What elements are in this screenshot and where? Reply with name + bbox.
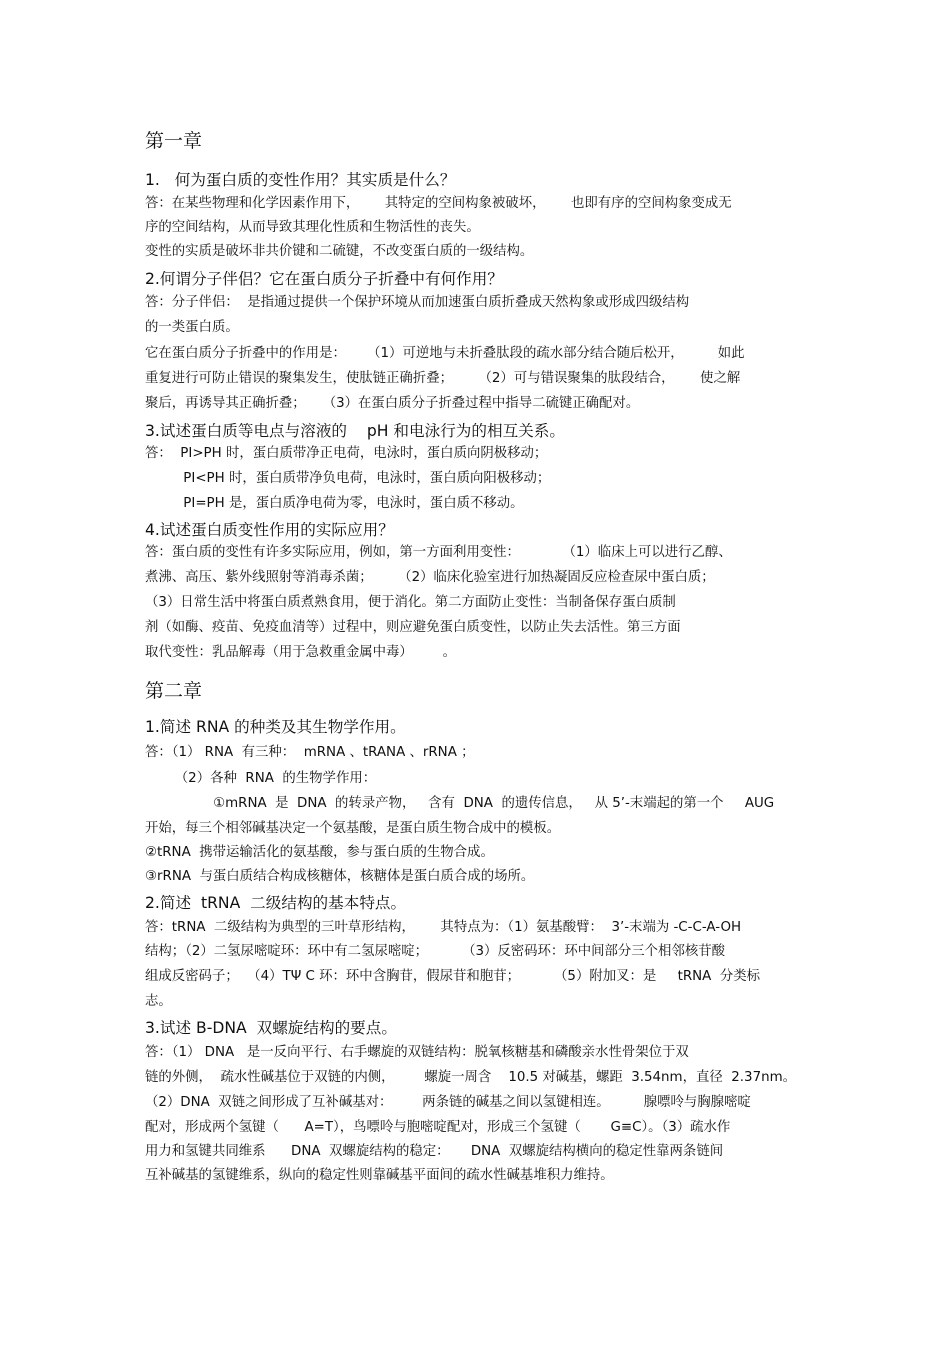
question-title: 2.何谓分子伴侣？它在蛋白质分子折叠中有何作用？ bbox=[145, 270, 503, 288]
answer-line: ①mRNA 是 DNA 的转录产物， 含有 DNA 的遗传信息， 从 5’-末端起的第一个 AUG bbox=[145, 796, 775, 811]
answer-line: 序的空间结构，从而导致其理化性质和生物活性的丧失。 bbox=[145, 220, 480, 235]
answer-line: 它在蛋白质分子折叠中的作用是： （1）可逆地与未折叠肽段的疏水部分结合随后松开， 如此 bbox=[145, 346, 745, 361]
answer-line: 取代变性：乳品解毒（用于急救重金属中毒） 。 bbox=[145, 645, 456, 660]
answer-line: 答：tRNA 二级结构为典型的三叶草形结构， 其特点为：（1）氨基酸臂： 3’-末端为 -C-C-A-OH bbox=[145, 920, 742, 935]
answer-line: ③rRNA 与蛋白质结合构成核糖体，核糖体是蛋白质合成的场所。 bbox=[145, 869, 535, 884]
answer-line: 答：在某些物理和化学因素作用下， 其特定的空间构象被破坏， 也即有序的空间构象变成无 bbox=[145, 196, 732, 211]
answer-line: 互补碱基的氢键维系，纵向的稳定性则靠碱基平面间的疏水性碱基堆积力维持。 bbox=[145, 1168, 614, 1183]
answer-line: 答：（1） RNA 有三种： mRNA 、tRANA 、rRNA ； bbox=[145, 745, 475, 760]
answer-line: （2）DNA 双链之间形成了互补碱基对： 两条链的碱基之间以氢键相连。 腺嘌呤与胸腺嘧啶 bbox=[145, 1095, 751, 1110]
answer-line: （2）各种 RNA 的生物学作用： bbox=[145, 771, 377, 786]
answer-line: 志。 bbox=[145, 994, 172, 1009]
question-title: 3.试述 B-DNA 双螺旋结构的要点。 bbox=[145, 1019, 397, 1037]
answer-line: 结构；（2）二氢尿嘧啶环：环中有二氢尿嘧啶； （3）反密码环：环中间部分三个相邻核苷酸 bbox=[145, 944, 726, 959]
answer-line: 答：分子伴侣： 是指通过提供一个保护环境从而加速蛋白质折叠成天然构象或形成四级结构 bbox=[145, 295, 690, 310]
answer-line: 变性的实质是破坏非共价键和二硫键，不改变蛋白质的一级结构。 bbox=[145, 244, 534, 259]
answer-line: 答：（1） DNA 是一反向平行、右手螺旋的双链结构：脱氧核糖基和磷酸亲水性骨架位于双 bbox=[145, 1045, 689, 1060]
answer-line: 重复进行可防止错误的聚集发生，使肽链正确折叠； （2）可与错误聚集的肽段结合， 使之解 bbox=[145, 371, 741, 386]
answer-line: 答： PI>PH 时，蛋白质带净正电荷，电泳时，蛋白质向阴极移动； bbox=[145, 446, 548, 461]
answer-line: PI<PH 时，蛋白质带净负电荷，电泳时，蛋白质向阳极移动； bbox=[145, 471, 551, 486]
question-title: 1.简述 RNA 的种类及其生物学作用。 bbox=[145, 718, 406, 736]
answer-line: 配对，形成两个氢键（ A=T），鸟嘌呤与胞嘧啶配对，形成三个氢键（ G≡C）。（3）疏水作 bbox=[145, 1120, 731, 1135]
answer-line: 答：蛋白质的变性有许多实际应用，例如，第一方面利用变性： （1）临床上可以进行乙醇、 bbox=[145, 545, 732, 560]
answer-line: 煮沸、高压、紫外线照射等消毒杀菌； （2）临床化验室进行加热凝固反应检查尿中蛋白质； bbox=[145, 570, 715, 585]
answer-line: 的一类蛋白质。 bbox=[145, 320, 239, 335]
chapter-title: 第一章 bbox=[145, 130, 203, 152]
answer-line: 剂（如酶、疫苗、免疫血清等）过程中，则应避免蛋白质变性，以防止失去活性。第三方面 bbox=[145, 620, 681, 635]
question-title: 1. 何为蛋白质的变性作用？其实质是什么？ bbox=[145, 171, 456, 189]
question-title: 2.简述 tRNA 二级结构的基本特点。 bbox=[145, 894, 407, 912]
answer-line: （3）日常生活中将蛋白质煮熟食用，便于消化。第二方面防止变性：当制备保存蛋白质制 bbox=[145, 595, 676, 610]
answer-line: ②tRNA 携带运输活化的氨基酸，参与蛋白质的生物合成。 bbox=[145, 845, 494, 860]
question-title: 4.试述蛋白质变性作用的实际应用？ bbox=[145, 521, 394, 539]
question-title: 3.试述蛋白质等电点与溶液的 pH 和电泳行为的相互关系。 bbox=[145, 422, 565, 440]
answer-line: 组成反密码子； （4）TΨ C 环：环中含胸苷，假尿苷和胞苷； （5）附加叉：是 tRNA 分类标 bbox=[145, 969, 760, 984]
answer-line: 链的外侧， 疏水性碱基位于双链的内侧， 螺旋一周含 10.5 对碱基，螺距 3.54nm，直径 2.37nm。 bbox=[145, 1070, 797, 1085]
chapter-title: 第二章 bbox=[145, 680, 203, 702]
answer-line: 用力和氢键共同维系 DNA 双螺旋结构的稳定： DNA 双螺旋结构横向的稳定性靠两条链间 bbox=[145, 1144, 724, 1159]
answer-line: 开始，每三个相邻碱基决定一个氨基酸，是蛋白质生物合成中的模板。 bbox=[145, 821, 561, 836]
answer-line: 聚后，再诱导其正确折叠； （3）在蛋白质分子折叠过程中指导二硫键正确配对。 bbox=[145, 396, 640, 411]
answer-line: PI=PH 是，蛋白质净电荷为零，电泳时，蛋白质不移动。 bbox=[145, 496, 524, 511]
